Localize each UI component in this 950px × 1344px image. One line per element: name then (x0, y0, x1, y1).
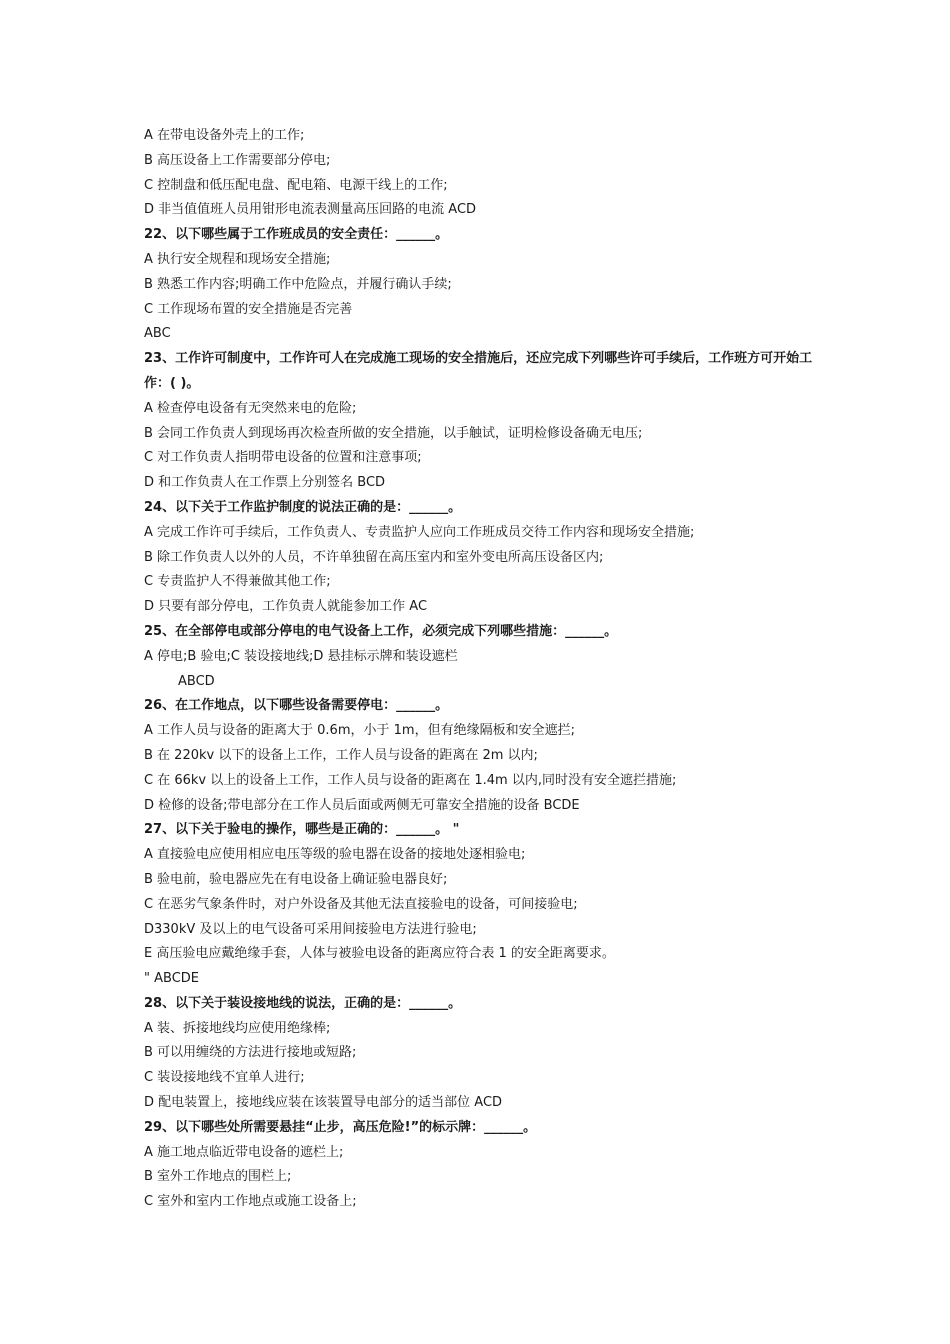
question-heading: 26、在工作地点，以下哪些设备需要停电：______。 (144, 698, 449, 714)
option-line: ABC (144, 326, 171, 342)
option-line: B 可以用缠绕的方法进行接地或短路; (144, 1045, 357, 1061)
option-line: B 室外工作地点的围栏上; (144, 1169, 292, 1185)
option-line: B 除工作负责人以外的人员，不许单独留在高压室内和室外变电所高压设备区内; (144, 549, 604, 565)
question-heading: 23、工作许可制度中，工作许可人在完成施工现场的安全措施后，还应完成下列哪些许可手续后，工作班方可开始工作：( )。 (144, 351, 813, 391)
option-line: A 完成工作许可手续后，工作负责人、专责监护人应向工作班成员交待工作内容和现场安全措施; (144, 524, 695, 540)
option-line: D 非当值值班人员用钳形电流表测量高压回路的电流 ACD (144, 202, 477, 218)
option-line: C 对工作负责人指明带电设备的位置和注意事项; (144, 450, 422, 466)
option-line: B 高压设备上工作需要部分停电; (144, 152, 331, 168)
option-line: A 施工地点临近带电设备的遮栏上; (144, 1144, 344, 1160)
option-line: E 高压验电应戴绝缘手套，人体与被验电设备的距离应符合表 1 的安全距离要求。 (144, 946, 615, 962)
option-line: B 验电前，验电器应先在有电设备上确证验电器良好; (144, 871, 448, 887)
option-line: D 和工作负责人在工作票上分别签名 BCD (144, 475, 386, 491)
option-line: A 执行安全规程和现场安全措施; (144, 251, 331, 267)
option-line: A 停电;B 验电;C 装设接地线;D 悬挂标示牌和装设遮栏 (144, 648, 458, 664)
document-body (144, 124, 824, 1215)
option-line: D 配电装置上，接地线应装在该装置导电部分的适当部位 ACD (144, 1095, 503, 1111)
option-line: D330kV 及以上的电气设备可采用间接验电方法进行验电; (144, 921, 477, 937)
option-line: B 在 220kv 以下的设备上工作，工作人员与设备的距离在 2m 以内; (144, 747, 538, 763)
option-line: C 专责监护人不得兼做其他工作; (144, 574, 331, 590)
question-heading: 27、以下关于验电的操作，哪些是正确的：______。 " (144, 822, 460, 838)
option-line: C 控制盘和低压配电盘、配电箱、电源干线上的工作; (144, 177, 448, 193)
question-heading: 25、在全部停电或部分停电的电气设备上工作，必须完成下列哪些措施：______。 (144, 623, 618, 639)
option-line: C 在恶劣气象条件时，对户外设备及其他无法直接验电的设备，可间接验电; (144, 896, 578, 912)
option-line: C 在 66kv 以上的设备上工作，工作人员与设备的距离在 1.4m 以内,同时没有安全遮拦措施; (144, 772, 677, 788)
option-line: B 熟悉工作内容;明确工作中危险点，并履行确认手续; (144, 276, 452, 292)
option-line: D 只要有部分停电，工作负责人就能参加工作 AC (144, 599, 428, 615)
option-line: D 检修的设备;带电部分在工作人员后面或两侧无可靠安全措施的设备 BCDE (144, 797, 580, 813)
answer-line: ABCD (178, 673, 215, 689)
question-heading: 24、以下关于工作监护制度的说法正确的是：______。 (144, 499, 462, 515)
option-line: C 室外和室内工作地点或施工设备上; (144, 1194, 357, 1210)
option-line: C 工作现场布置的安全措施是否完善 (144, 301, 353, 317)
question-heading: 29、以下哪些处所需要悬挂“止步，高压危险!”的标示牌：______。 (144, 1119, 537, 1135)
question-heading: 22、以下哪些属于工作班成员的安全责任：______。 (144, 227, 449, 243)
option-line: C 装设接地线不宜单人进行; (144, 1070, 305, 1086)
option-line: A 在带电设备外壳上的工作; (144, 128, 305, 143)
question-heading: 28、以下关于装设接地线的说法，正确的是：______。 (144, 995, 462, 1011)
option-line: B 会同工作负责人到现场再次检查所做的安全措施，以手触试，证明检修设备确无电压; (144, 425, 643, 441)
option-line: A 装、拆接地线均应使用绝缘棒; (144, 1020, 331, 1036)
option-line: A 工作人员与设备的距离大于 0.6m，小于 1m，但有绝缘隔板和安全遮拦; (144, 723, 575, 739)
option-line: " ABCDE (144, 971, 199, 987)
option-line: A 检查停电设备有无突然来电的危险; (144, 400, 357, 416)
option-line: A 直接验电应使用相应电压等级的验电器在设备的接地处逐相验电; (144, 847, 526, 863)
